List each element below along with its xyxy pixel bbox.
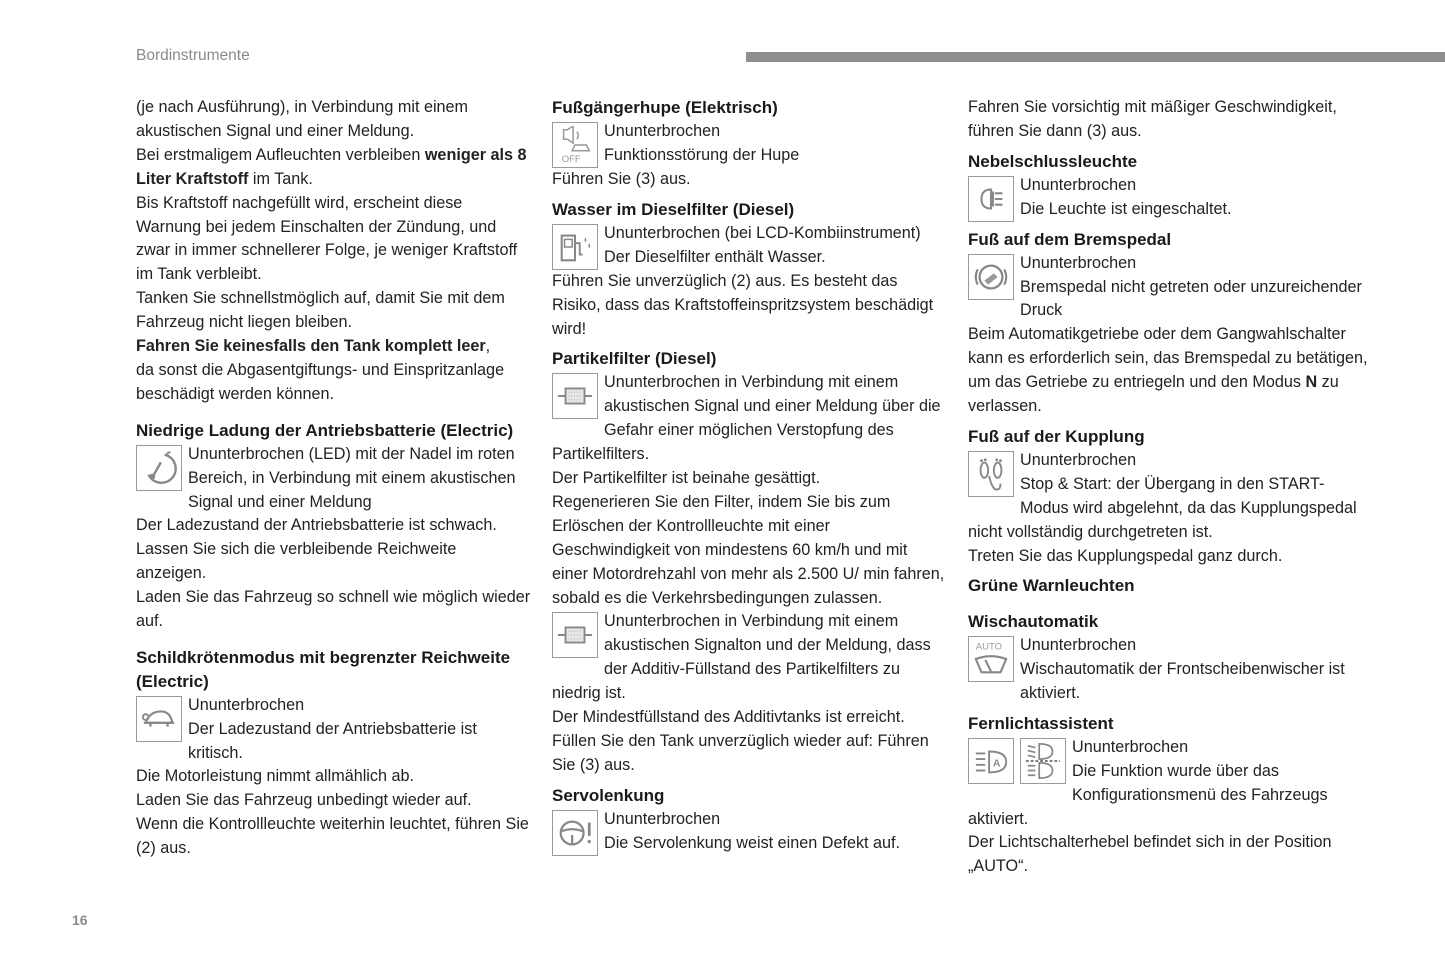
paragraph: Ununterbrochen [604,121,721,140]
page-number: 16 [72,912,88,928]
paragraph: Ununterbrochen [604,809,721,828]
paragraph: Der Lichtschalterhebel befindet sich in der Position „AUTO“. [968,833,1332,876]
auto-wiper-icon [968,636,1014,682]
paragraph: Füllen Sie den Tank unverzüglich wieder auf: Führen Sie (3) aus. [552,731,929,774]
paragraph: Der Ladezustand der Antriebsbatterie ist kritisch. [188,719,477,762]
particle-filter-icon [552,373,598,419]
paragraph: Ununterbrochen (LED) mit der Nadel im roten Bereich, in Verbindung mit einem akustischen Signal und einer Meldung [188,444,516,511]
page-header-title: Bordinstrumente [136,47,250,64]
paragraph: Regenerieren Sie den Filter, indem Sie bis zum Erlöschen der Kontrollleuchte mit einer Geschwindigkeit von mindestens 60 km/h und mit einer Motordrehzahl von mehr als 2.500 U/ min fahren, sobald es die Verkehrsbedingungen zulassen. [552,492,945,607]
water-in-diesel-icon [552,224,598,270]
highbeam-lowbeam-icon [1020,738,1066,784]
paragraph: Stop & Start: der Übergang in den START-Modus wird abgelehnt, da das Kupplungspedal nicht vollständig durchgetreten ist. [968,474,1357,541]
foot-on-clutch-icon [968,451,1014,497]
paragraph: Wischautomatik der Frontscheibenwischer ist aktiviert. [1020,660,1345,703]
paragraph: Ununterbrochen (bei LCD-Kombiinstrument) [604,223,921,242]
paragraph: Fahren Sie keinesfalls den Tank komplett leer, [136,337,491,356]
paragraph: Führen Sie (3) aus. [552,169,691,188]
section-title-battery: Niedrige Ladung der Antriebsbatterie (Electric) [136,420,514,440]
paragraph: Tanken Sie schnellstmöglich auf, damit Sie mit dem Fahrzeug nicht liegen bleiben. [136,289,505,332]
paragraph: (je nach Ausführung), in Verbindung mit einem akustischen Signal und einer Meldung. [136,98,469,140]
paragraph: Der Dieselfilter enthält Wasser. [604,247,826,266]
paragraph: Die Funktion wurde über das Konfigurationsmenü des Fahrzeugs aktiviert. [968,761,1328,828]
highbeam-icon-group [968,738,1066,784]
section-title-steering: Servolenkung [552,785,665,805]
paragraph: Laden Sie das Fahrzeug unbedingt wieder auf. [136,791,472,810]
paragraph: Ununterbrochen [1020,450,1137,469]
turtle-icon [136,696,182,742]
paragraph: Die Motorleistung nimmt allmählich ab. [136,767,414,786]
paragraph: Bei erstmaligem Aufleuchten verbleiben weniger als 8 Liter Kraftstoff im Tank. [136,145,527,188]
paragraph: Wenn die Kontrollleuchte weiterhin leuchtet, führen Sie (2) aus. [136,815,529,858]
particle-filter-additive-icon [552,612,598,658]
paragraph: Beim Automatikgetriebe oder dem Gangwahlschalter kann es erforderlich sein, das Bremspedal zu betätigen, um das Getriebe zu entriegeln und den Modus N zu verlassen. [968,325,1368,416]
auto-wiper-label: AUTO [975,641,1003,653]
column-1 [136,96,531,861]
section-title-highbeam: Fernlichtassistent [968,713,1114,733]
horn-off-icon [552,122,598,168]
paragraph: Fahren Sie vorsichtig mit mäßiger Geschwindigkeit, führen Sie dann (3) aus. [968,98,1337,140]
horn-off-label: OFF [561,154,581,164]
section-title-horn: Fußgängerhupe (Elektrisch) [552,98,778,117]
section-title-clutch: Fuß auf der Kupplung [968,426,1145,446]
battery-gauge-icon [136,445,182,491]
steering-wheel-icon [552,810,598,856]
paragraph: Funktionsstörung der Hupe [604,145,800,164]
paragraph: Ununterbrochen in Verbindung mit einem akustischen Signalton und der Meldung, dass der Additiv-Füllstand des Partikelfilters zu niedrig ist. [552,612,931,703]
paragraph: Der Mindestfüllstand des Additivtanks ist erreicht. [552,708,905,727]
highbeam-auto-icon [968,738,1014,784]
paragraph: Ununterbrochen [1020,636,1137,655]
paragraph: Ununterbrochen [1072,737,1189,756]
paragraph: Lassen Sie sich die verbleibende Reichweite anzeigen. [136,540,457,583]
section-title-brake: Fuß auf dem Bremspedal [968,229,1172,249]
paragraph: Ununterbrochen [1020,175,1137,194]
paragraph: Die Leuchte ist eingeschaltet. [1020,199,1232,218]
paragraph: Die Servolenkung weist einen Defekt auf. [604,833,901,852]
paragraph: Treten Sie das Kupplungspedal ganz durch. [968,546,1283,565]
section-title-fog: Nebelschlussleuchte [968,151,1138,171]
section-title-green-lights: Grüne Warnleuchten [968,576,1135,596]
svg-text:A: A [992,758,1001,770]
paragraph: Laden Sie das Fahrzeug so schnell wie möglich wieder auf. [136,588,531,631]
paragraph: Bis Kraftstoff nachgefüllt wird, erscheint diese Warnung bei jedem Einschalten der Zündung, und zwar in immer schnellerer Folge, je weniger Kraftstoff im Tank verbleibt. [136,193,518,284]
column-3 [968,96,1368,879]
paragraph: Ununterbrochen [188,695,305,714]
paragraph: Der Partikelfilter ist beinahe gesättigt. [552,468,821,487]
section-title-turtle: Schildkrötenmodus mit begrenzter Reichweite (Electric) [136,647,511,691]
header-bar [746,52,1445,62]
paragraph: Bremspedal nicht getreten oder unzureichender Druck [1020,277,1362,320]
rear-fog-light-icon [968,176,1014,222]
section-title-water: Wasser im Dieselfilter (Diesel) [552,199,795,219]
paragraph: Führen Sie unverzüglich (2) aus. Es besteht das Risiko, dass das Kraftstoffeinspritzsystem beschädigt wird! [552,271,934,338]
paragraph: Ununterbrochen in Verbindung mit einem akustischen Signal und einer Meldung über die Gefahr einer möglichen Verstopfung des Partikelfilters. [552,373,941,464]
section-title-wiper: Wischautomatik [968,612,1099,632]
paragraph: da sonst die Abgasentgiftungs- und Einspritzanlage beschädigt werden können. [136,360,505,403]
paragraph: Der Ladezustand der Antriebsbatterie ist schwach. [136,516,497,535]
paragraph: Ununterbrochen [1020,253,1137,272]
section-title-particle: Partikelfilter (Diesel) [552,349,717,369]
column-2 [552,96,947,856]
foot-on-brake-icon [968,254,1014,300]
